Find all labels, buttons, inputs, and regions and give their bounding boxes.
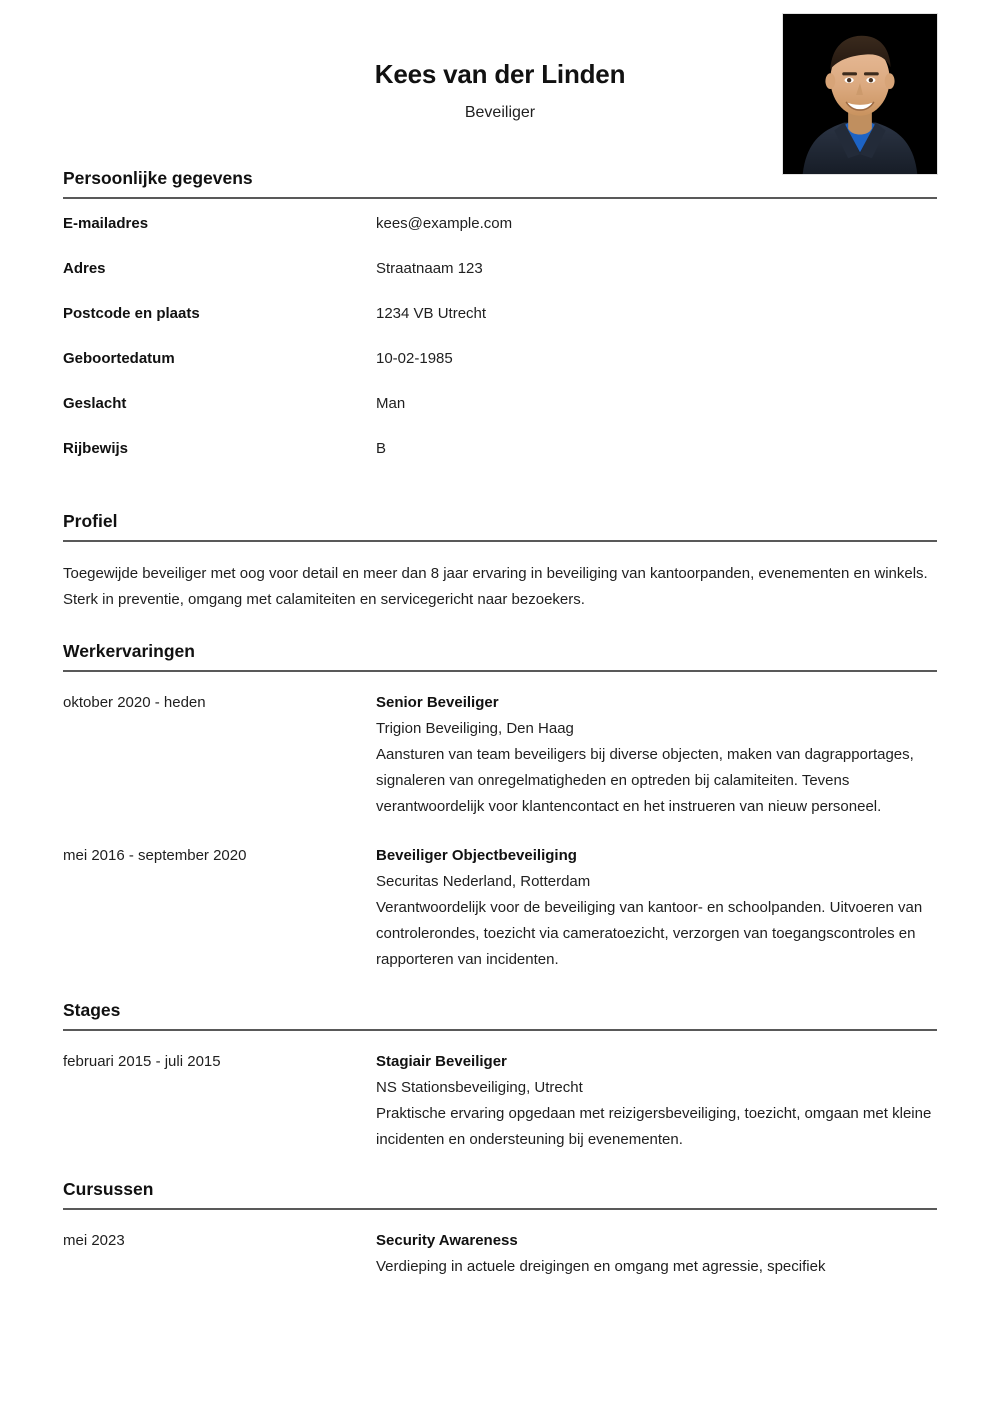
detail-value-postcode: 1234 VB Utrecht [376,305,487,322]
detail-value-birthdate: 10-02-1985 [376,350,453,367]
detail-label-email: E-mailadres [63,215,149,232]
profile-text: Toegewijde beveiliger met oog voor detail en meer dan 8 jaar ervaring in beveiliging van kantoorpanden, evenementen en winkels. Sterk in preventie, omgang met calamiteiten en servicegericht naar bezoekers. [63,565,928,608]
table-row [63,303,937,348]
internship-list [63,1049,937,1153]
list-item [63,1049,937,1153]
entry-body [376,690,937,820]
section-divider [63,1208,937,1210]
section-title-internships: Stages [63,1000,121,1020]
entry-body [376,1049,937,1153]
table-row [63,438,937,483]
entry-period: mei 2023 [63,1232,125,1249]
entry-period: februari 2015 - juli 2015 [63,1053,221,1070]
entry-description: Aansturen van team beveiligers bij diverse objecten, maken van dagrapportages, signaleren van onregelmatigheden en optreden bij calamiteiten. Tevens verantwoordelijk voor klantencontact en het instrueren van nieuw personeel. [376,746,914,815]
section-personal-details [63,166,937,483]
entry-body [376,843,937,973]
section-title-profile: Profiel [63,511,118,531]
section-divider [63,197,937,199]
experience-list [63,690,937,973]
entry-description: Praktische ervaring opgedaan met reizigersbeveiliging, toezicht, omgaan met kleine incidenten en ondersteuning bij evenementen. [376,1105,932,1148]
entry-role: Stagiair Beveiliger [376,1053,507,1070]
entry-period: mei 2016 - september 2020 [63,847,247,864]
detail-value-email: kees@example.com [376,215,513,232]
entry-organisation: Securitas Nederland, Rotterdam [376,873,591,890]
page-title: Kees van der Linden [374,59,626,89]
section-profile [63,509,937,613]
detail-label-driverslicense: Rijbewijs [63,440,129,457]
avatar [782,13,938,175]
section-title-personal: Persoonlijke gegevens [63,168,253,188]
table-row [63,213,937,258]
cv-header [63,0,937,160]
entry-body [376,1228,937,1280]
section-experience [63,639,937,973]
entry-organisation: NS Stationsbeveiliging, Utrecht [376,1079,583,1096]
entry-role: Beveiliger Objectbeveiliging [376,847,577,864]
detail-value-driverslicense: B [376,440,387,457]
detail-value-gender: Man [376,395,406,412]
section-divider [63,1029,937,1031]
entry-description: Verantwoordelijk voor de beveiliging van kantoor- en schoolpanden. Uitvoeren van controlerondes, toezicht via cameratoezicht, verzorgen van toegangscontroles en rapporteren van incidenten. [376,899,923,968]
section-divider [63,540,937,542]
detail-value-address: Straatnaam 123 [376,260,483,277]
entry-role: Senior Beveiliger [376,694,499,711]
table-row [63,348,937,393]
section-divider [63,670,937,672]
entry-role: Security Awareness [376,1232,518,1249]
table-row [63,258,937,303]
entry-organisation: Trigion Beveiliging, Den Haag [376,720,574,737]
detail-label-address: Adres [63,260,106,277]
entry-period: oktober 2020 - heden [63,694,206,711]
section-title-courses: Cursussen [63,1179,154,1199]
list-item [63,690,937,820]
course-list [63,1228,937,1280]
detail-label-birthdate: Geboortedatum [63,350,175,367]
list-item [63,843,937,973]
entry-description: Verdieping in actuele dreigingen en omgang met agressie, specifiek [376,1258,826,1275]
section-courses [63,1177,937,1280]
list-item [63,1228,937,1280]
portrait-photo-icon [783,14,937,174]
detail-label-postcode: Postcode en plaats [63,305,200,322]
table-row [63,393,937,438]
job-title: Beveiliger [464,104,536,121]
personal-details-table [63,213,937,483]
detail-label-gender: Geslacht [63,395,127,412]
section-title-experience: Werkervaringen [63,641,195,661]
section-internships [63,998,937,1153]
